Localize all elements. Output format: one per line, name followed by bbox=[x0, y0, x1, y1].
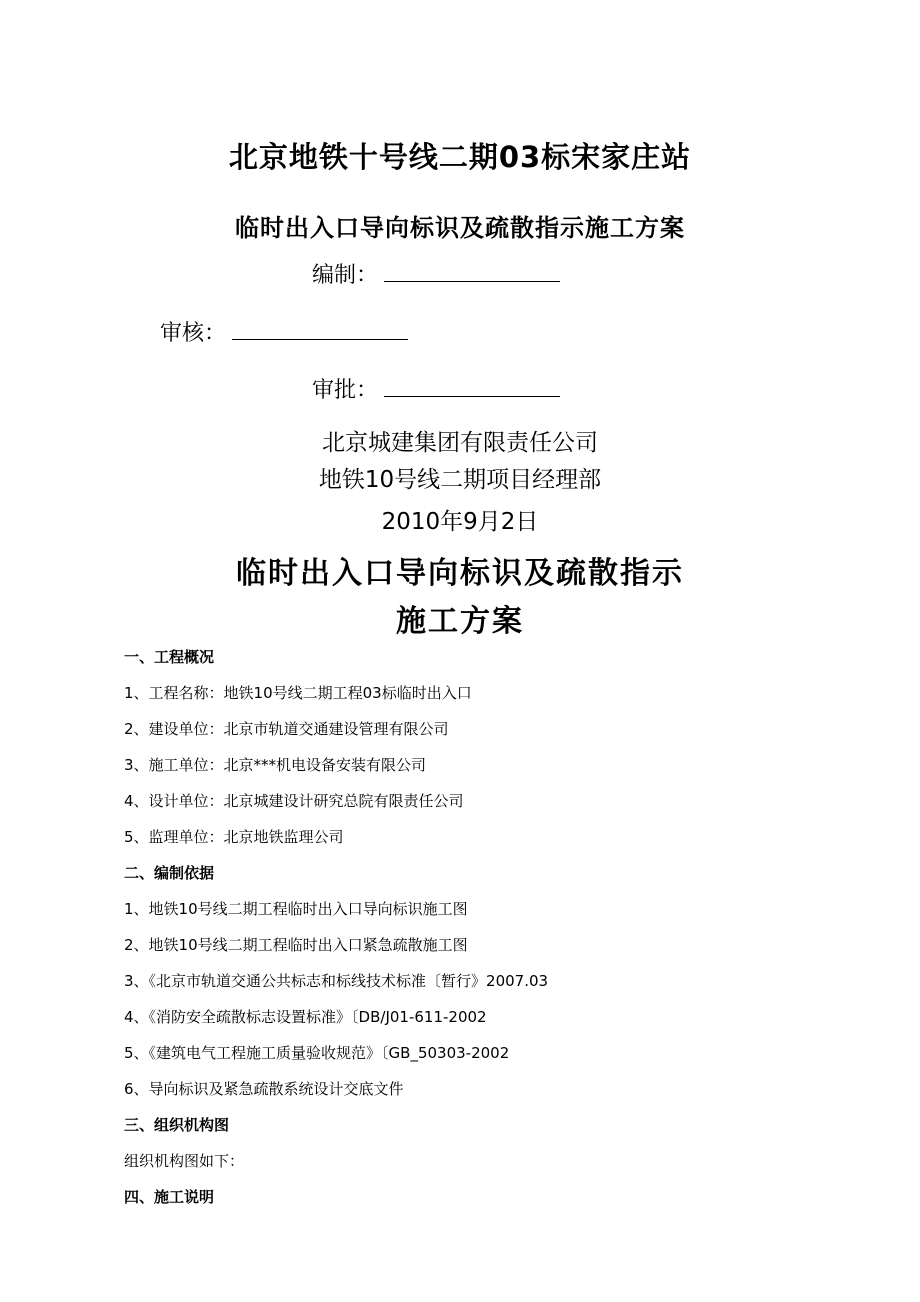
compile-signature-line bbox=[384, 280, 560, 282]
compile-field bbox=[312, 258, 560, 289]
section-heading: 二、编制依据 bbox=[124, 864, 215, 882]
department-name: 地铁10号线二期项目经理部 bbox=[318, 467, 602, 493]
company-name: 北京城建集团有限责任公司 bbox=[322, 430, 598, 456]
doc-title-line1: 临时出入口导向标识及疏散指示 bbox=[236, 556, 684, 591]
list-item: 5、《建筑电气工程施工质量验收规范》〔GB_50303-2002 bbox=[124, 1044, 510, 1062]
list-item: 6、导向标识及紧急疏散系统设计交底文件 bbox=[124, 1080, 404, 1098]
section-heading: 四、施工说明 bbox=[124, 1188, 215, 1206]
list-item: 3、《北京市轨道交通公共标志和标线技术标准〔暂行》2007.03 bbox=[124, 972, 549, 990]
approve-label: 审批： bbox=[312, 378, 379, 403]
list-item: 组织机构图如下： bbox=[124, 1152, 245, 1170]
list-item: 5、监理单位：北京地铁监理公司 bbox=[124, 828, 344, 846]
list-item: 1、工程名称：地铁10号线二期工程03标临时出入口 bbox=[124, 684, 472, 702]
review-label: 审核： bbox=[160, 321, 227, 346]
cover-date: 2010年9月2日 bbox=[381, 509, 539, 535]
approve-field bbox=[312, 373, 560, 404]
list-item: 4、《消防安全疏散标志设置标准》〔DB/J01-611-2002 bbox=[124, 1008, 487, 1026]
list-item: 2、地铁10号线二期工程临时出入口紧急疏散施工图 bbox=[124, 936, 468, 954]
cover-title-line2: 临时出入口导向标识及疏散指示施工方案 bbox=[235, 214, 685, 242]
section-heading: 一、工程概况 bbox=[124, 648, 215, 666]
review-field bbox=[160, 316, 408, 347]
review-signature-line bbox=[232, 338, 408, 340]
doc-title-line2: 施工方案 bbox=[396, 604, 524, 639]
compile-label: 编制： bbox=[312, 263, 379, 288]
cover-title-line1: 北京地铁十号线二期03标宋家庄站 bbox=[228, 140, 692, 174]
list-item: 3、施工单位：北京***机电设备安装有限公司 bbox=[124, 756, 427, 774]
list-item: 1、地铁10号线二期工程临时出入口导向标识施工图 bbox=[124, 900, 468, 918]
list-item: 4、设计单位：北京城建设计研究总院有限责任公司 bbox=[124, 792, 464, 810]
approve-signature-line bbox=[384, 395, 560, 397]
section-heading: 三、组织机构图 bbox=[124, 1116, 230, 1134]
list-item: 2、建设单位：北京市轨道交通建设管理有限公司 bbox=[124, 720, 449, 738]
